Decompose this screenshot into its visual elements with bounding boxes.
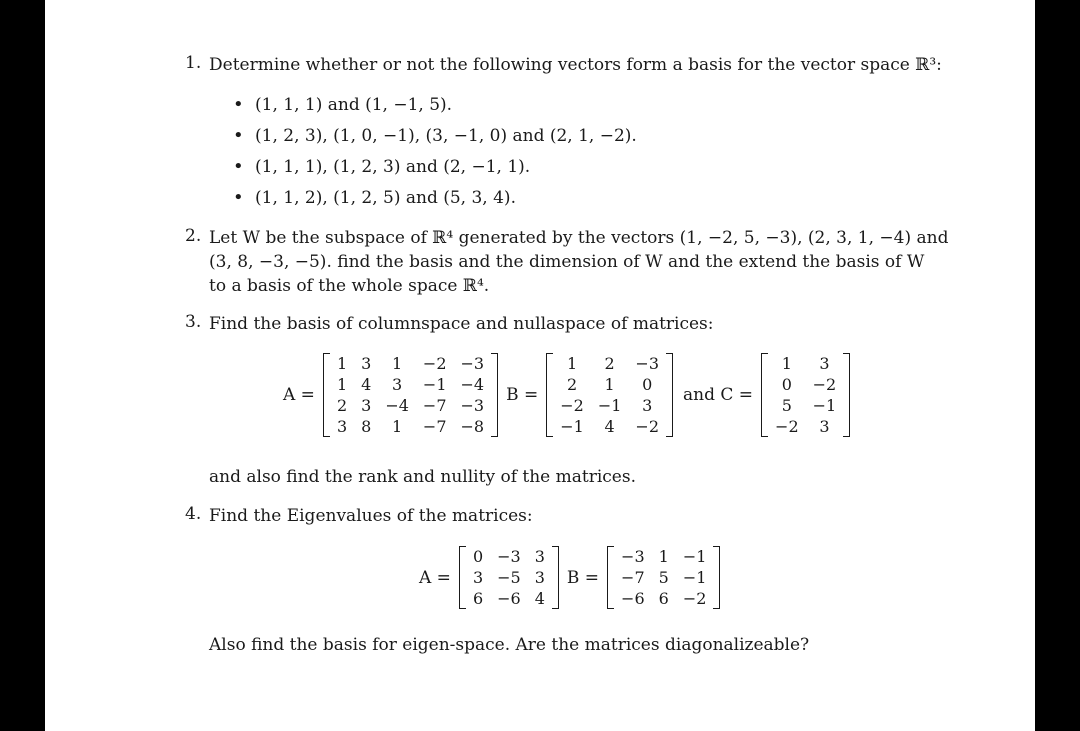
matrix-cell: −6 bbox=[497, 589, 521, 608]
matrix-cell: 4 bbox=[534, 589, 545, 608]
matrix-cell: −7 bbox=[422, 396, 447, 415]
matrix-a bbox=[459, 546, 559, 609]
matrix-cell: 3 bbox=[361, 396, 372, 415]
matrix-cell: 2 bbox=[604, 354, 615, 373]
matrix-cell: 1 bbox=[336, 375, 348, 394]
matrix-label-b: B = bbox=[566, 567, 600, 588]
matrix-row bbox=[553, 395, 666, 416]
problem-number: 1. bbox=[185, 53, 202, 73]
matrix-cell: −1 bbox=[682, 568, 707, 587]
problem-number: 4. bbox=[185, 504, 202, 524]
matrix-cell: −1 bbox=[560, 417, 584, 436]
matrix-cell: −2 bbox=[775, 417, 799, 436]
matrix-cell: −2 bbox=[812, 375, 837, 394]
matrix-row bbox=[614, 567, 713, 588]
matrix-cell: 3 bbox=[819, 417, 830, 436]
matrix-cell: 0 bbox=[472, 547, 484, 566]
matrix-cell: −1 bbox=[682, 547, 707, 566]
matrix-b bbox=[546, 353, 673, 437]
list-item: • (1, 1, 2), (1, 2, 5) and (5, 3, 4). bbox=[233, 186, 637, 217]
matrix-cell: 1 bbox=[392, 417, 403, 436]
matrix-cell: 3 bbox=[392, 375, 403, 394]
problem-text-line: to a basis of the whole space ℝ⁴. bbox=[209, 276, 490, 296]
matrix-cell: −2 bbox=[422, 354, 447, 373]
matrix-cell: 1 bbox=[604, 375, 615, 394]
problem-number: 3. bbox=[185, 312, 202, 332]
matrix-row bbox=[466, 567, 552, 588]
matrix-cell: 1 bbox=[392, 354, 403, 373]
matrix-cell: −2 bbox=[635, 417, 660, 436]
matrix-cell: 2 bbox=[336, 396, 348, 415]
matrix-row bbox=[614, 588, 713, 609]
matrix-cell: 3 bbox=[361, 354, 372, 373]
matrix-cell: 5 bbox=[781, 396, 792, 415]
matrix-equation-row bbox=[417, 546, 726, 609]
matrix-cell: −1 bbox=[422, 375, 447, 394]
matrix-cell: 0 bbox=[642, 375, 653, 394]
matrix-cell: 6 bbox=[472, 589, 484, 608]
matrix-row bbox=[553, 353, 666, 374]
problem-text: Find the Eigenvalues of the matrices: bbox=[209, 506, 533, 526]
matrix-label-a: A = bbox=[283, 385, 315, 405]
matrix-row bbox=[768, 374, 843, 395]
matrix-row bbox=[768, 353, 843, 374]
matrix-cell: −1 bbox=[597, 396, 622, 415]
matrix-row bbox=[614, 546, 713, 567]
matrix-row bbox=[330, 374, 491, 395]
matrix-cell: 3 bbox=[534, 547, 545, 566]
problem-text-line: (3, 8, −3, −5). find the basis and the dimension of W and the extend the basis of W bbox=[209, 252, 925, 272]
matrix-cell: 3 bbox=[819, 354, 830, 373]
matrix-cell: −8 bbox=[460, 417, 485, 436]
matrix-row bbox=[466, 588, 552, 609]
matrix-cell: 4 bbox=[604, 417, 615, 436]
matrix-cell: 3 bbox=[336, 417, 348, 436]
matrix-label-a: A = bbox=[419, 567, 451, 588]
matrix-cell: 1 bbox=[781, 354, 792, 373]
matrix-equation-row bbox=[281, 353, 856, 437]
matrix-cell: −6 bbox=[621, 589, 645, 608]
matrix-row bbox=[553, 374, 666, 395]
matrix-cell: −3 bbox=[635, 354, 660, 373]
problem-text: Determine whether or not the following vectors form a basis for the vector space ℝ³: bbox=[209, 55, 942, 75]
matrix-a bbox=[323, 353, 498, 437]
list-item: • (1, 2, 3), (1, 0, −1), (3, −1, 0) and (2, 1, −2). bbox=[233, 124, 637, 155]
matrix-cell: −2 bbox=[682, 589, 707, 608]
document-page bbox=[45, 0, 1035, 731]
matrix-cell: −5 bbox=[497, 568, 521, 587]
list-item: • (1, 1, 1) and (1, −1, 5). bbox=[233, 93, 637, 124]
matrix-cell: −2 bbox=[560, 396, 584, 415]
matrix-row bbox=[330, 416, 491, 437]
matrix-row bbox=[553, 416, 666, 437]
matrix-cell: 5 bbox=[658, 568, 669, 587]
matrix-cell: −3 bbox=[460, 354, 485, 373]
matrix-cell: −3 bbox=[460, 396, 485, 415]
problem-text-line: Let W be the subspace of ℝ⁴ generated by the vectors (1, −2, 5, −3), (2, 3, 1, −4) and bbox=[209, 228, 949, 248]
problem-text: and also find the rank and nullity of the matrices. bbox=[209, 467, 636, 487]
problem-text: Find the basis of columnspace and nullaspace of matrices: bbox=[209, 314, 714, 334]
matrix-cell: 3 bbox=[472, 568, 484, 587]
matrix-row bbox=[768, 416, 843, 437]
matrix-cell: 3 bbox=[534, 568, 545, 587]
matrix-label-c: and C = bbox=[683, 385, 754, 405]
matrix-cell: 1 bbox=[566, 354, 578, 373]
matrix-cell: 0 bbox=[781, 375, 792, 394]
matrix-row bbox=[466, 546, 552, 567]
matrix-cell: 6 bbox=[658, 589, 669, 608]
matrix-label-b: B = bbox=[506, 385, 539, 405]
matrix-cell: 1 bbox=[658, 547, 669, 566]
problem-text: Also find the basis for eigen-space. Are the matrices diagonalizeable? bbox=[209, 635, 810, 655]
list-item: • (1, 1, 1), (1, 2, 3) and (2, −1, 1). bbox=[233, 155, 637, 186]
problem-number: 2. bbox=[185, 226, 202, 246]
matrix-b bbox=[607, 546, 720, 609]
matrix-cell: 3 bbox=[642, 396, 653, 415]
matrix-cell: −7 bbox=[422, 417, 447, 436]
matrix-row bbox=[768, 395, 843, 416]
matrix-cell: −4 bbox=[460, 375, 485, 394]
matrix-cell: −1 bbox=[812, 396, 837, 415]
matrix-cell: 1 bbox=[336, 354, 348, 373]
matrix-cell: −3 bbox=[497, 547, 521, 566]
matrix-row bbox=[330, 353, 491, 374]
matrix-c bbox=[761, 353, 850, 437]
matrix-cell: 8 bbox=[361, 417, 372, 436]
matrix-cell: 4 bbox=[361, 375, 372, 394]
vector-set-list bbox=[233, 93, 637, 217]
matrix-cell: −3 bbox=[621, 547, 645, 566]
matrix-cell: −4 bbox=[385, 396, 409, 415]
matrix-cell: 2 bbox=[566, 375, 578, 394]
matrix-row bbox=[330, 395, 491, 416]
matrix-cell: −7 bbox=[621, 568, 645, 587]
